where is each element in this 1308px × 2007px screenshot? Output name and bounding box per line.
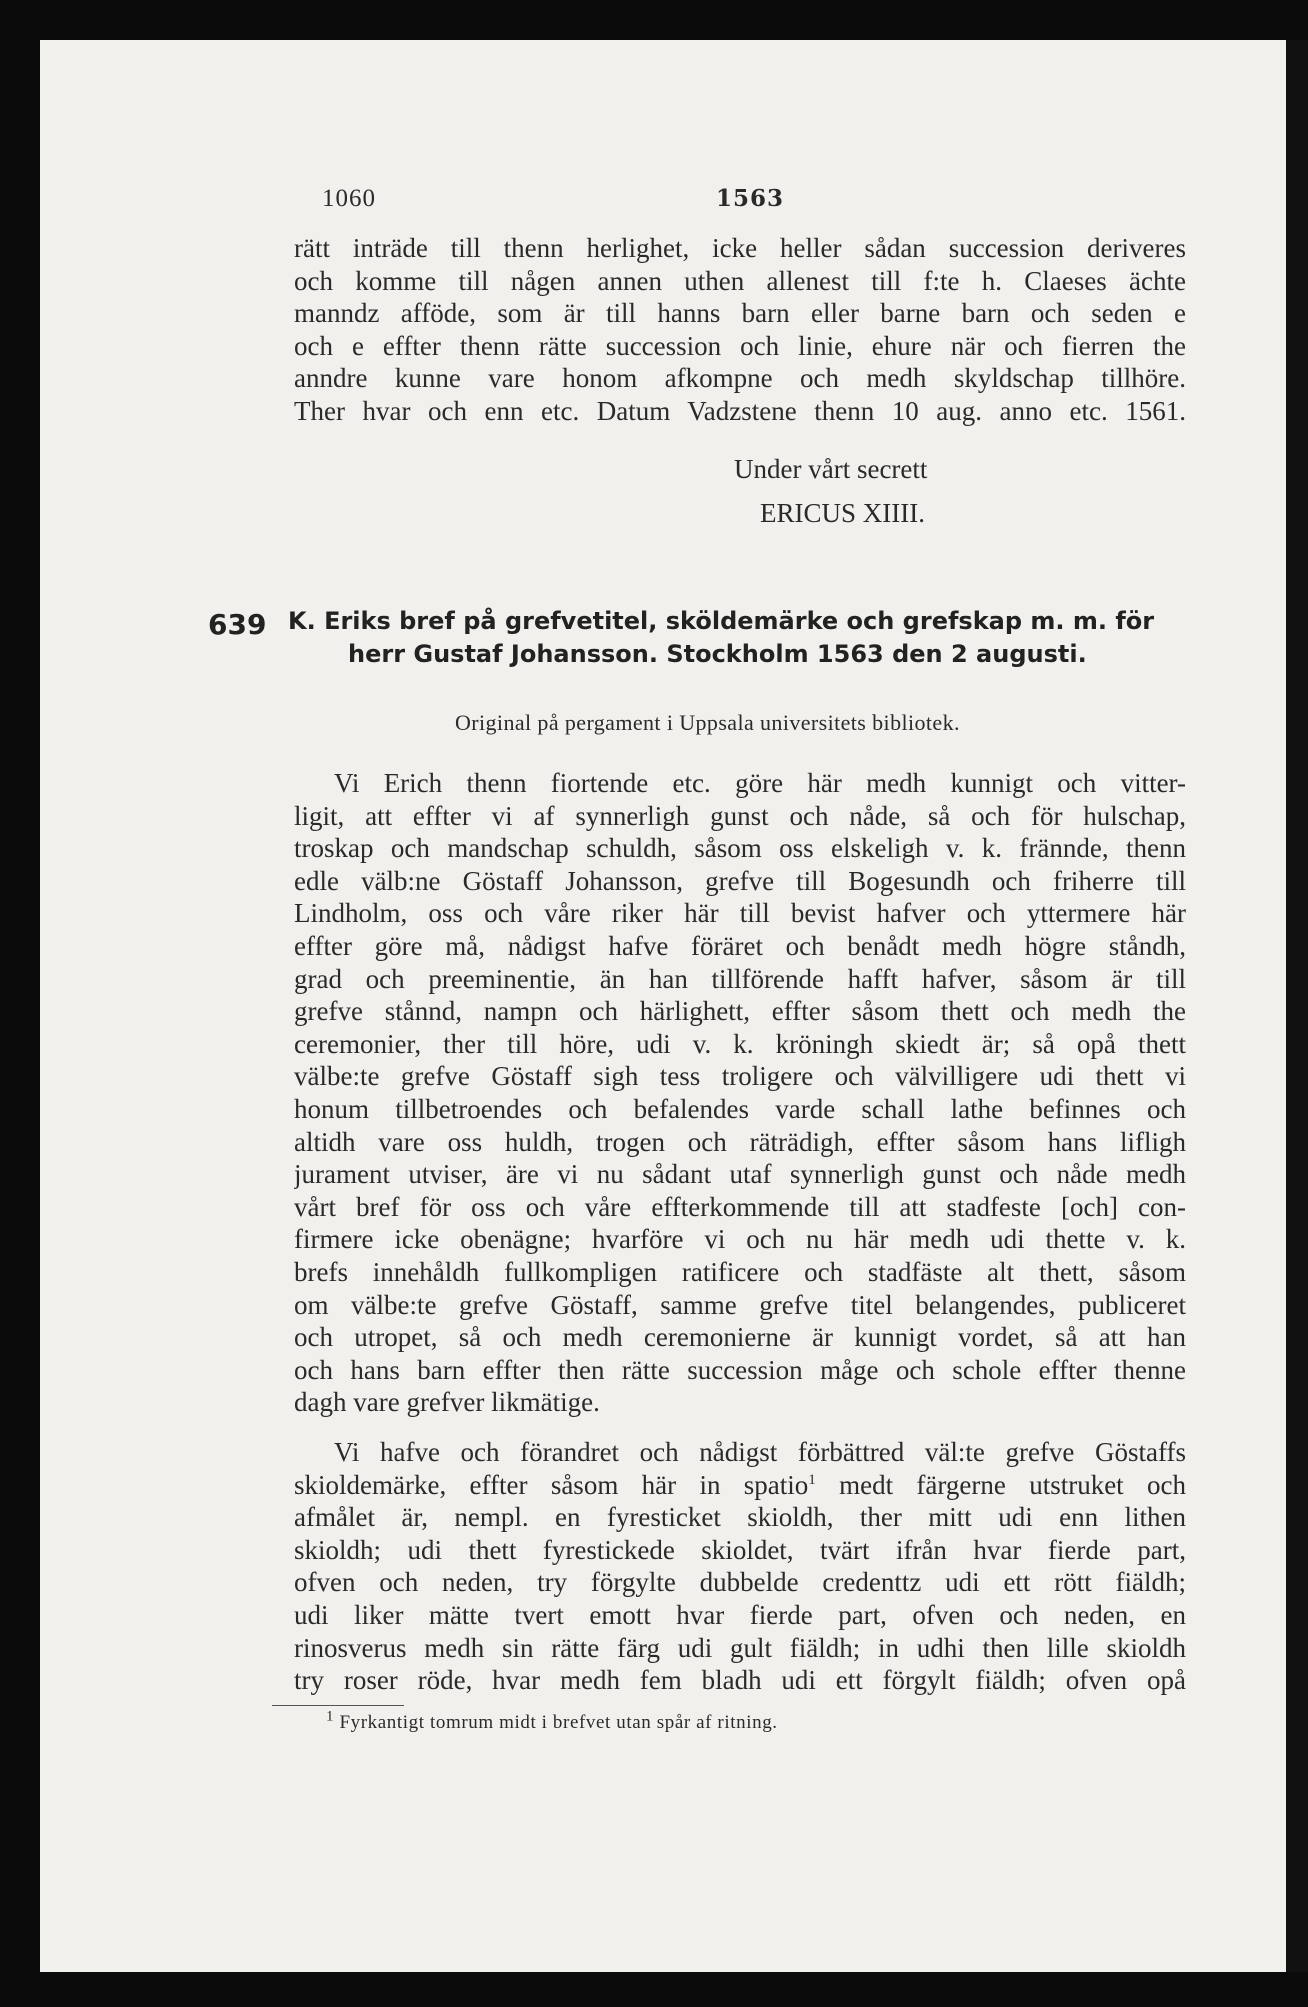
text-line: effter göre må, nådigst hafve föräret och benådt medh högre ståndh, [294,930,1186,961]
text-line: rinosverus medh sin rätte färg udi gult fiäldh; in udhi then lille skioldh [294,1632,1186,1663]
text-line: skioldh; udi thett fyrestickede skioldet, tvärt ifrån hvar fierde part, [294,1534,1186,1565]
text-line [294,1469,1186,1502]
text-line: rätt inträde till thenn herlighet, icke heller sådan succession deriveres [294,233,1186,263]
text-line: firmere icke obenägne; hvarföre vi och nu här medh udi thette v. k. [294,1224,1186,1255]
text-line: brefs innehåldh fullkompligen ratificere och stadfäste alt thett, såsom [294,1256,1186,1287]
page-number: 1060 [322,185,376,212]
text-line: grefve stånnd, nampn och härlighett, effter såsom thett och medh the [294,996,1186,1027]
text-line: anndre kunne vare honom afkompne och medh skyldschap tillhöre. [294,363,1186,394]
footnote-marker: 1 [808,1471,816,1488]
body-paragraph-2 [294,1436,1186,1697]
text-line: Vi hafve och förandret och nådigst förbättred väl:te grefve Göstaffs [334,1437,1186,1467]
text-line: välbe:te grefve Göstaff sigh tess troligere och välvilligere udi thett vi [294,1061,1186,1092]
text-line: och hans barn effter then rätte succession måge och schole effter thenne [294,1354,1186,1385]
signature: ERICUS XIIII. [760,498,925,528]
title-line: K. Eriks bref på grefvetitel, sköldemärke och grefskap m. m. för [288,607,1155,635]
text-line: ligit, att effter vi af synnerligh gunst och nåde, så och för hulschap, [294,800,1186,831]
text-fragment: skioldemärke, effter såsom här in spatio [294,1469,809,1500]
footnote [326,1708,778,1734]
text-line: edle välb:ne Göstaff Johansson, grefve till Bogesundh och friherre till [294,865,1186,896]
closing-line: Under vårt secrett [734,454,928,484]
document-title [288,605,1186,671]
page-edge-shadow [1286,40,1308,1972]
text-line: udi liker mätte tvert emott hvar fierde part, ofven och neden, en [294,1599,1186,1630]
text-line: grad och preeminentie, än han tillförende hafft hafver, såsom är till [294,963,1186,994]
text-line: vårt bref för oss och våre effterkommende till att stadfeste [och] con- [294,1191,1186,1222]
text-line: ofven och neden, try förgylte dubbelde credenttz udi ett rött fiäldh; [294,1567,1186,1598]
text-line: altidh vare oss huldh, trogen och räträdigh, effter såsom hans lifligh [294,1126,1186,1157]
text-line: Ther hvar och enn etc. Datum Vadzstene thenn 10 aug. anno etc. 1561. [294,395,1186,426]
text-line: och e effter thenn rätte succession och linie, ehure när och fierren the [294,330,1186,361]
text-line: och komme till någen annen uthen allenest till f:te h. Claeses ächte [294,265,1186,296]
source-note: Original på pergament i Uppsala universitets bibliotek. [455,710,960,735]
text-line: Vi Erich thenn fiortende etc. göre här medh kunnigt och vitter- [334,768,1186,798]
text-line: Lindholm, oss och våre riker här till bevist hafver och yttermere här [294,898,1186,929]
prev-doc-text [294,232,1186,428]
text-line: ceremonier, ther till höre, udi v. k. kröningh skiedt är; så opå thett [294,1028,1186,1059]
text-line: manndz afföde, som är till hanns barn eller barne barn och seden e [294,298,1186,329]
text-line: try roser röde, hvar medh fem bladh udi ett förgylt fiäldh; ofven opå [294,1665,1186,1696]
footnote-rule [272,1705,404,1706]
running-year: 1563 [716,185,785,212]
body-paragraph-1 [294,767,1186,1419]
text-fragment: medt färgerne utstruket och [815,1469,1186,1500]
text-line: troskap och mandschap schuldh, såsom oss elskeligh v. k. frännde, thenn [294,833,1186,864]
text-line: afmålet är, nempl. en fyresticket skioldh, ther mitt udi enn lithen [294,1502,1186,1533]
document-number: 639 [208,608,267,641]
text-line: dagh vare grefver likmätige. [294,1387,600,1418]
text-line: om välbe:te grefve Göstaff, samme grefve titel belangendes, publiceret [294,1289,1186,1320]
footnote-mark: 1 [326,1708,335,1725]
text-line: honum tillbetroendes och befalendes varde schall lathe befinnes och [294,1093,1186,1124]
footnote-text: Fyrkantigt tomrum midt i brefvet utan spår af ritning. [339,1712,778,1733]
text-line: jurament utviser, äre vi nu sådant utaf synnerligh gunst och nåde medh [294,1159,1186,1190]
title-line: herr Gustaf Johansson. Stockholm 1563 den 2 augusti. [348,640,1087,668]
text-line: och utropet, så och medh ceremonierne är kunnigt vordet, så att han [294,1322,1186,1353]
